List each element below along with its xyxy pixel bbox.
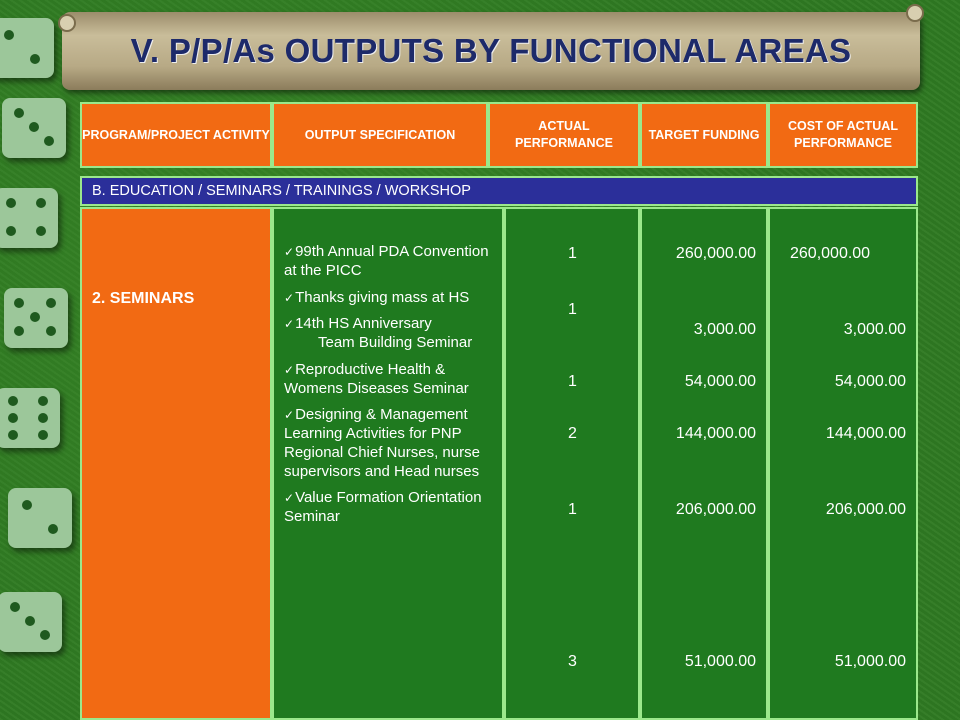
header-actual: ACTUAL PERFORMANCE	[488, 102, 640, 168]
title-scroll-banner	[62, 12, 920, 90]
die-decoration	[4, 288, 68, 348]
die-decoration	[0, 18, 54, 78]
checkmark-icon: ✓	[284, 491, 295, 506]
target-cell	[640, 207, 768, 720]
target-value: 54,000.00	[684, 373, 756, 390]
header-target: TARGET FUNDING	[640, 102, 768, 168]
section-label: B. EDUCATION / SEMINARS / TRAININGS / WORKSHOP	[80, 176, 918, 206]
checkmark-icon: ✓	[284, 362, 295, 377]
list-item: ✓Thanks giving mass at HS	[284, 288, 470, 306]
actual-cell	[504, 207, 640, 720]
cost-value: 206,000.00	[825, 501, 906, 518]
target-value: 3,000.00	[693, 321, 756, 338]
cost-value: 51,000.00	[834, 653, 906, 670]
die-decoration	[2, 98, 66, 158]
checkmark-icon: ✓	[284, 408, 295, 423]
target-value: 144,000.00	[675, 425, 756, 442]
cost-value: 260,000.00	[790, 245, 871, 262]
cost-cell	[768, 207, 918, 720]
cost-value: 144,000.00	[825, 425, 906, 442]
header-cost: COST OF ACTUAL PERFORMANCE	[768, 102, 918, 168]
die-decoration	[0, 592, 62, 652]
checkmark-icon: ✓	[284, 317, 295, 332]
output-list	[284, 243, 492, 535]
target-value: 260,000.00	[675, 245, 756, 262]
cost-value: 54,000.00	[834, 373, 906, 390]
checkmark-icon: ✓	[284, 290, 295, 305]
table-header-row	[80, 102, 918, 170]
program-label: 2. SEMINARS	[92, 290, 195, 307]
table-body-row	[80, 207, 918, 720]
die-decoration	[8, 488, 72, 548]
actual-value: 2	[568, 425, 577, 442]
output-cell	[272, 207, 504, 720]
die-decoration	[0, 188, 58, 248]
scroll-curl-right	[906, 4, 924, 22]
header-program: PROGRAM/PROJECT ACTIVITY	[80, 102, 272, 168]
actual-value: 1	[568, 373, 577, 390]
header-output: OUTPUT SPECIFICATION	[272, 102, 488, 168]
page-title: V. P/P/As OUTPUTS BY FUNCTIONAL AREAS	[130, 32, 852, 69]
list-item: ✓Designing & Management Learning Activities for PNP Regional Chief Nurses, nurse supervisors and Head nurses	[284, 406, 480, 480]
checkmark-icon: ✓	[284, 245, 295, 259]
list-item: ✓Value Formation Orientation Seminar	[284, 489, 482, 525]
actual-value: 1	[568, 245, 577, 262]
die-decoration	[0, 388, 60, 448]
target-value: 51,000.00	[684, 653, 756, 670]
list-item: ✓Reproductive Health & Womens Diseases Seminar	[284, 360, 469, 397]
list-item: ✓14th HS Anniversary Team Building Seminar	[284, 315, 473, 351]
program-cell	[80, 207, 272, 720]
actual-value: 1	[568, 301, 577, 318]
list-item: ✓99th Annual PDA Convention at the PICC	[284, 243, 489, 279]
cost-value: 3,000.00	[843, 321, 906, 338]
target-value: 206,000.00	[675, 501, 756, 518]
actual-value: 3	[568, 653, 577, 670]
scroll-curl-left	[58, 14, 76, 32]
actual-value: 1	[568, 501, 577, 518]
